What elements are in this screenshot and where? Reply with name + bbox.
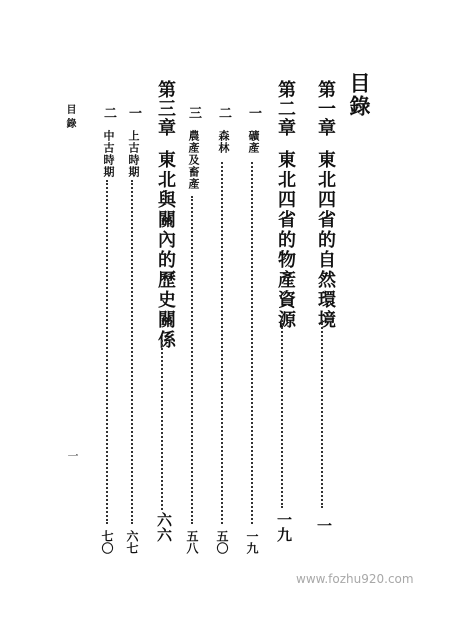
chapter-label: 第三章 bbox=[155, 80, 176, 137]
section-number: 三 bbox=[186, 106, 201, 119]
section-title: 上古時期 bbox=[127, 130, 140, 178]
section-number: 二 bbox=[216, 106, 231, 119]
dot-leader bbox=[281, 320, 283, 508]
running-head: 目錄 bbox=[64, 104, 75, 132]
section-title: 中古時期 bbox=[102, 130, 115, 178]
page-number: 一九 bbox=[245, 530, 259, 554]
chapter-title: 東北四省的物產資源 bbox=[275, 150, 296, 330]
dot-leader bbox=[161, 340, 163, 510]
dot-leader bbox=[106, 180, 108, 524]
chapter-label: 第一章 bbox=[315, 80, 336, 137]
page-number: 五〇 bbox=[215, 530, 229, 554]
section-title: 農產及畜產 bbox=[187, 130, 200, 190]
section-number: 一 bbox=[126, 106, 141, 119]
chapter-label: 第二章 bbox=[275, 80, 296, 137]
dot-leader bbox=[131, 180, 133, 524]
section-number: 二 bbox=[101, 106, 116, 119]
section-number: 一 bbox=[246, 106, 261, 119]
page-number: 五八 bbox=[185, 530, 199, 554]
dot-leader bbox=[251, 162, 253, 524]
dot-leader bbox=[191, 196, 193, 524]
page-number: 一 bbox=[315, 518, 333, 533]
section-title: 森林 bbox=[217, 130, 230, 154]
watermark: www.fozhu920.com bbox=[296, 572, 414, 586]
page-number: 七〇 bbox=[100, 530, 114, 554]
dot-leader bbox=[321, 320, 323, 508]
section-title: 礦產 bbox=[247, 130, 260, 154]
page-number: 六七 bbox=[125, 530, 139, 554]
page-title: 目錄 bbox=[347, 72, 372, 118]
dot-leader bbox=[221, 162, 223, 524]
page-number: 六六 bbox=[155, 512, 173, 542]
chapter-title: 東北四省的自然環境 bbox=[315, 150, 336, 330]
folio-number: 一 bbox=[66, 450, 79, 461]
chapter-title: 東北與關內的歷史關係 bbox=[155, 150, 176, 350]
page-number: 一九 bbox=[275, 512, 293, 542]
